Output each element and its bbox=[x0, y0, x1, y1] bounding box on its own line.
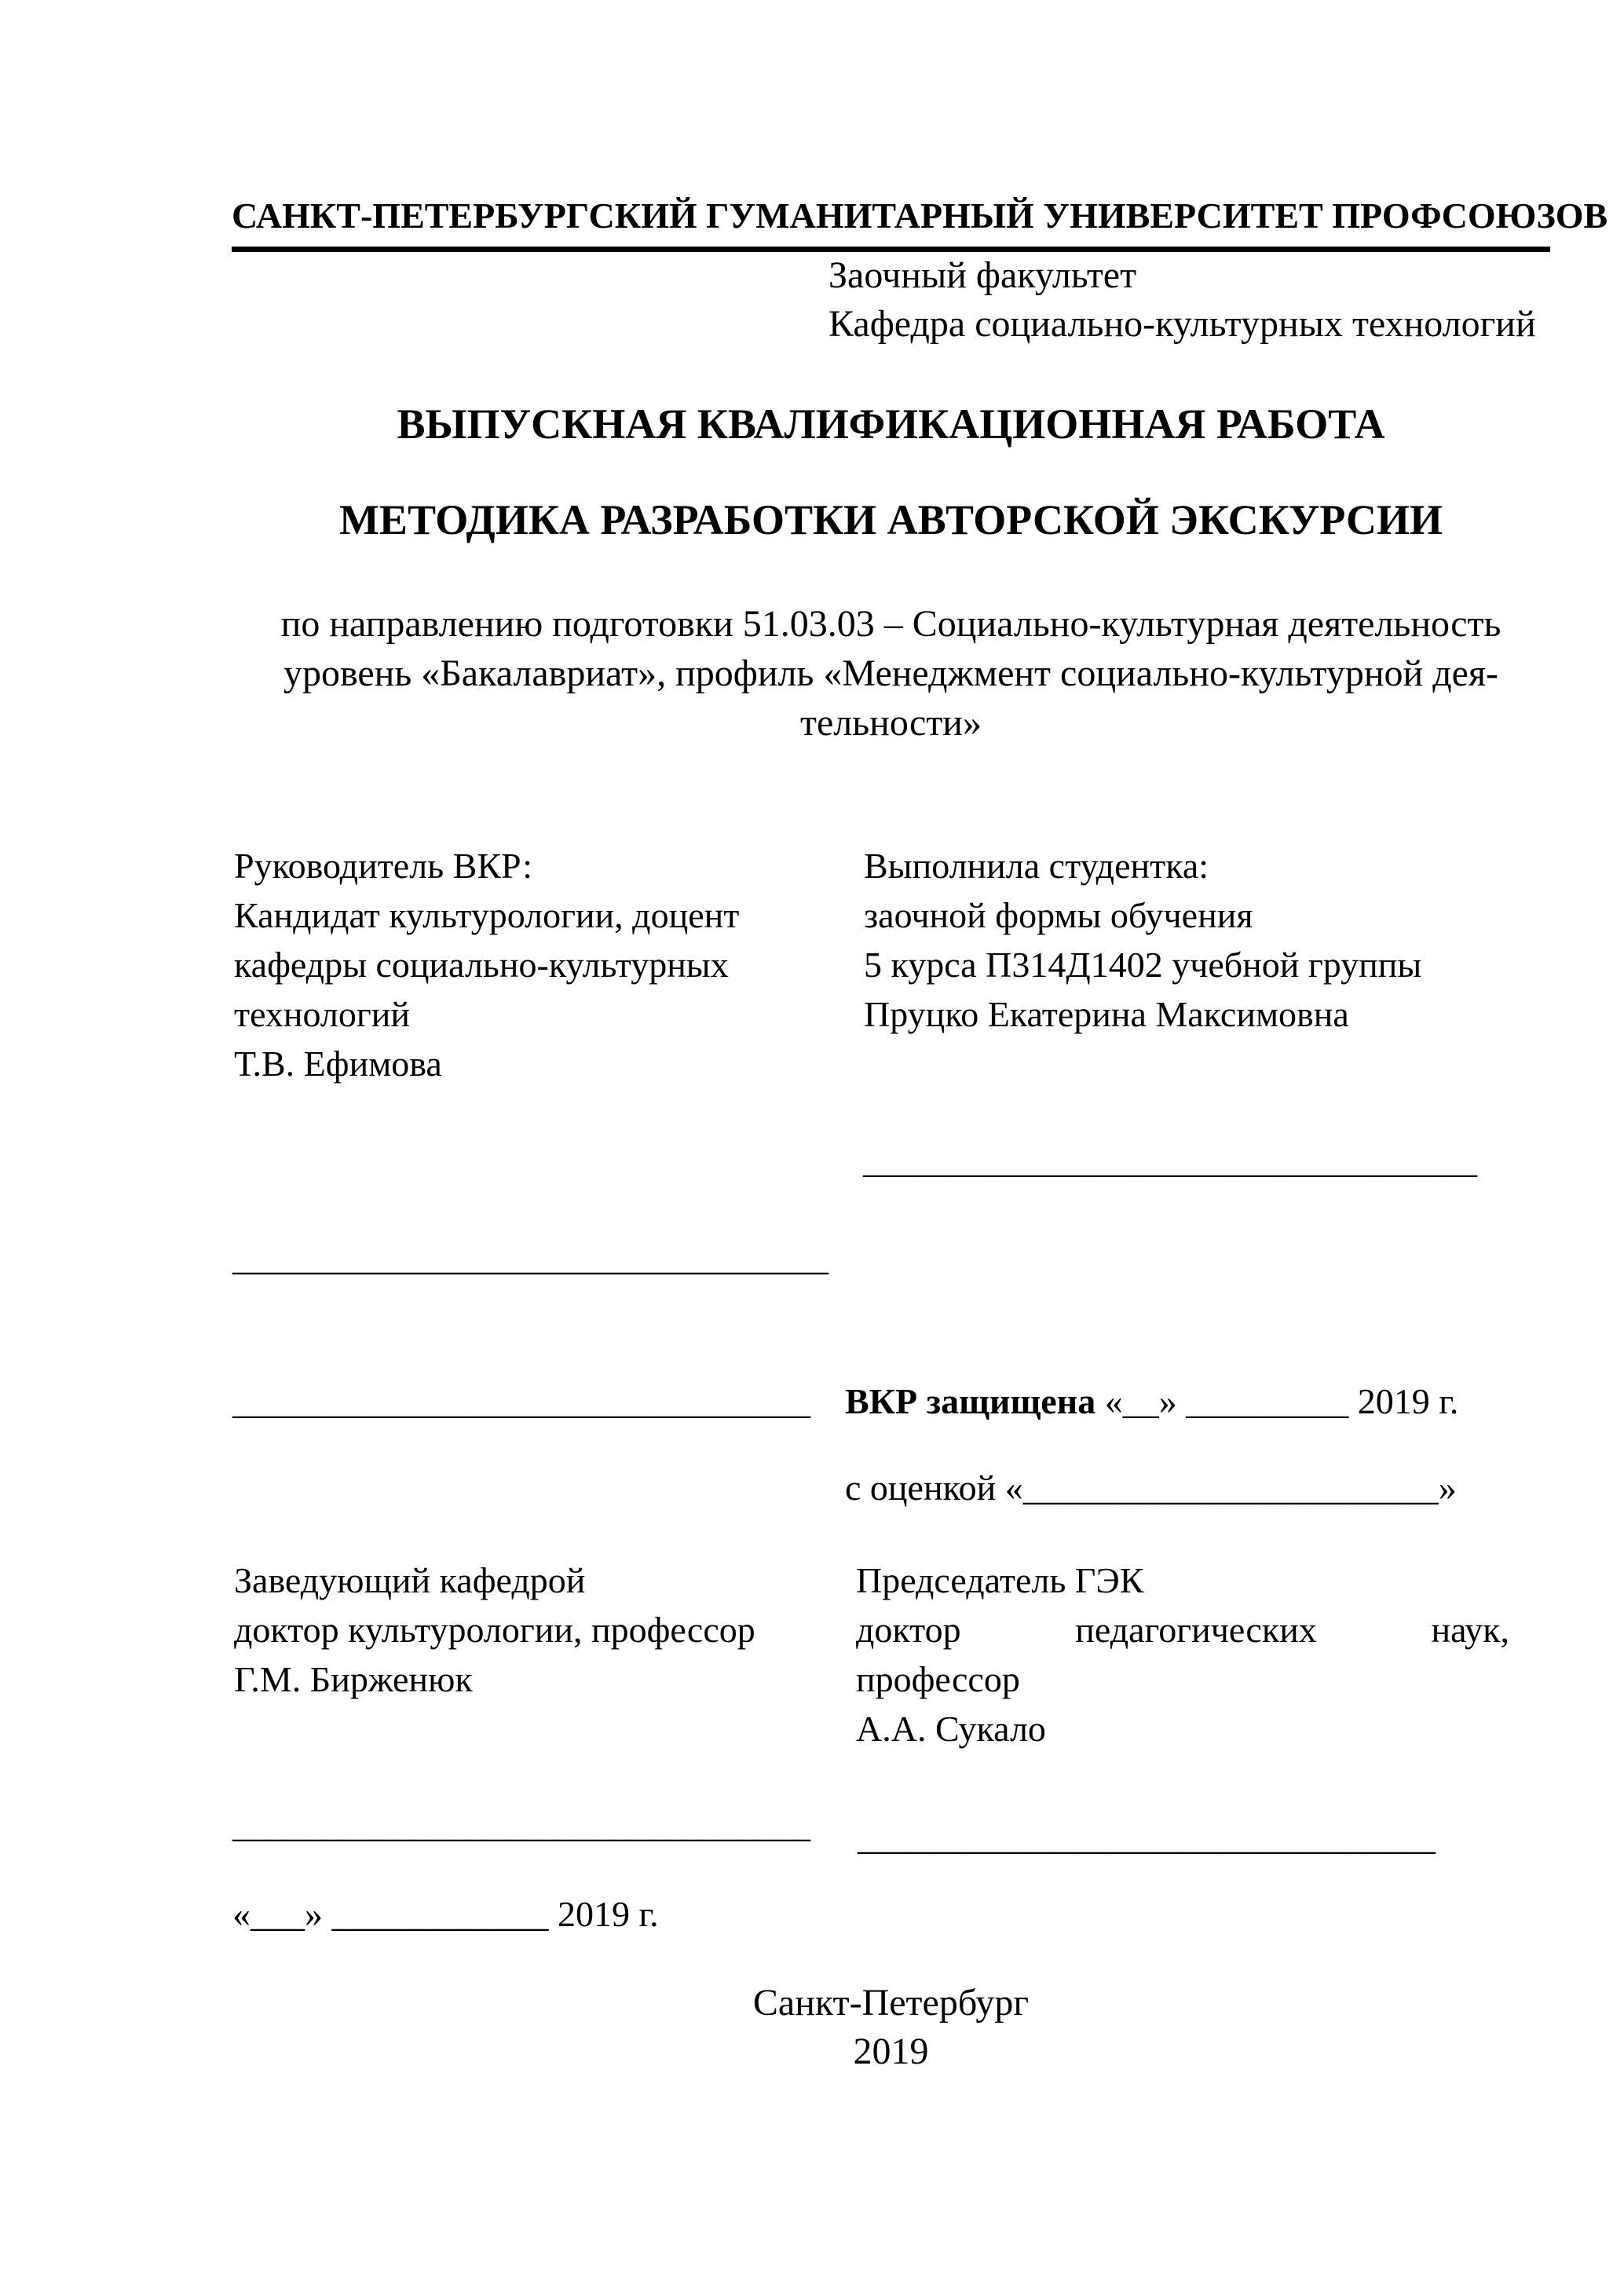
supervisor-degree-line-1: Кандидат культурологии, доцент bbox=[234, 895, 740, 935]
supervisor-signature-line-1: _________________________________ bbox=[232, 1238, 828, 1278]
department-name: Кафедра социально-культурных технологий bbox=[828, 303, 1536, 345]
faculty-name: Заочный факультет bbox=[828, 254, 1137, 296]
supervisor-degree-line-2: кафедры социально-культурных bbox=[234, 945, 729, 985]
defense-status-label: ВКР защищена bbox=[845, 1381, 1096, 1421]
student-line-2: 5 курса П314Д1402 учебной группы bbox=[864, 945, 1422, 985]
head-of-department-degree: доктор культурологии, профессор bbox=[234, 1610, 755, 1650]
footer-block bbox=[232, 1979, 1550, 2076]
gek-chair-rank: профессор bbox=[856, 1659, 1020, 1699]
supervisor-block bbox=[234, 841, 854, 1088]
student-heading: Выполнила студентка: bbox=[864, 846, 1209, 886]
head-of-department-title: Заведующий кафедрой bbox=[234, 1560, 586, 1600]
supervisor-degree-line-3: технологий bbox=[234, 994, 410, 1034]
supervisor-heading: Руководитель ВКР: bbox=[234, 846, 533, 886]
gek-degree-word-2: педагогических bbox=[1075, 1610, 1317, 1650]
student-signature-line: __________________________________ bbox=[863, 1140, 1477, 1180]
head-signature-line: ________________________________ bbox=[232, 1804, 810, 1844]
university-header bbox=[232, 193, 1608, 252]
footer-year: 2019 bbox=[853, 2031, 929, 2072]
footer-city: Санкт-Петербург bbox=[752, 1982, 1030, 2024]
work-type-heading: ВЫПУСКНАЯ КВАЛИФИКАЦИОННАЯ РАБОТА bbox=[397, 400, 1385, 448]
gek-chair-block bbox=[856, 1556, 1509, 1753]
gek-degree-word-1: доктор bbox=[856, 1610, 961, 1650]
program-line-1: по направлению подготовки 51.03.03 – Социально-культурная деятельность bbox=[280, 603, 1501, 645]
student-line-1: заочной формы обучения bbox=[864, 895, 1253, 935]
program-line-2: уровень «Бакалавриат», профиль «Менеджмент социально-культурной дея- bbox=[283, 653, 1499, 694]
supervisor-signature-line-2: ________________________________ bbox=[232, 1381, 810, 1421]
gek-chair-name: А.А. Сукало bbox=[856, 1709, 1046, 1749]
faculty-department-block bbox=[828, 251, 1536, 349]
program-line-3: тельности» bbox=[800, 702, 982, 744]
gek-chair-degree-line bbox=[856, 1605, 1509, 1654]
gek-chair-title: Председатель ГЭК bbox=[856, 1560, 1144, 1600]
head-of-department-name: Г.М. Бирженюк bbox=[234, 1659, 473, 1699]
head-date-line: «___» ____________ 2019 г. bbox=[232, 1894, 659, 1934]
defense-status-line bbox=[845, 1381, 1459, 1421]
gek-degree-word-3: наук, bbox=[1431, 1610, 1509, 1650]
gek-signature-line: ________________________________ bbox=[858, 1817, 1436, 1857]
university-name: САНКТ-ПЕТЕРБУРГСКИЙ ГУМАНИТАРНЫЙ УНИВЕРСИТЕТ ПРОФСОЮЗОВ bbox=[232, 196, 1608, 236]
supervisor-name: Т.В. Ефимова bbox=[234, 1044, 442, 1084]
student-name: Пруцко Екатерина Максимовна bbox=[864, 994, 1349, 1034]
program-paragraph bbox=[232, 599, 1550, 748]
head-of-department-block bbox=[234, 1556, 854, 1704]
grade-line: с оценкой «_______________________» bbox=[845, 1468, 1457, 1508]
student-block bbox=[864, 841, 1516, 1039]
thesis-title: МЕТОДИКА РАЗРАБОТКИ АВТОРСКОЙ ЭКСКУРСИИ bbox=[338, 496, 1443, 543]
defense-date-blank: «__» _________ 2019 г. bbox=[1104, 1381, 1459, 1421]
